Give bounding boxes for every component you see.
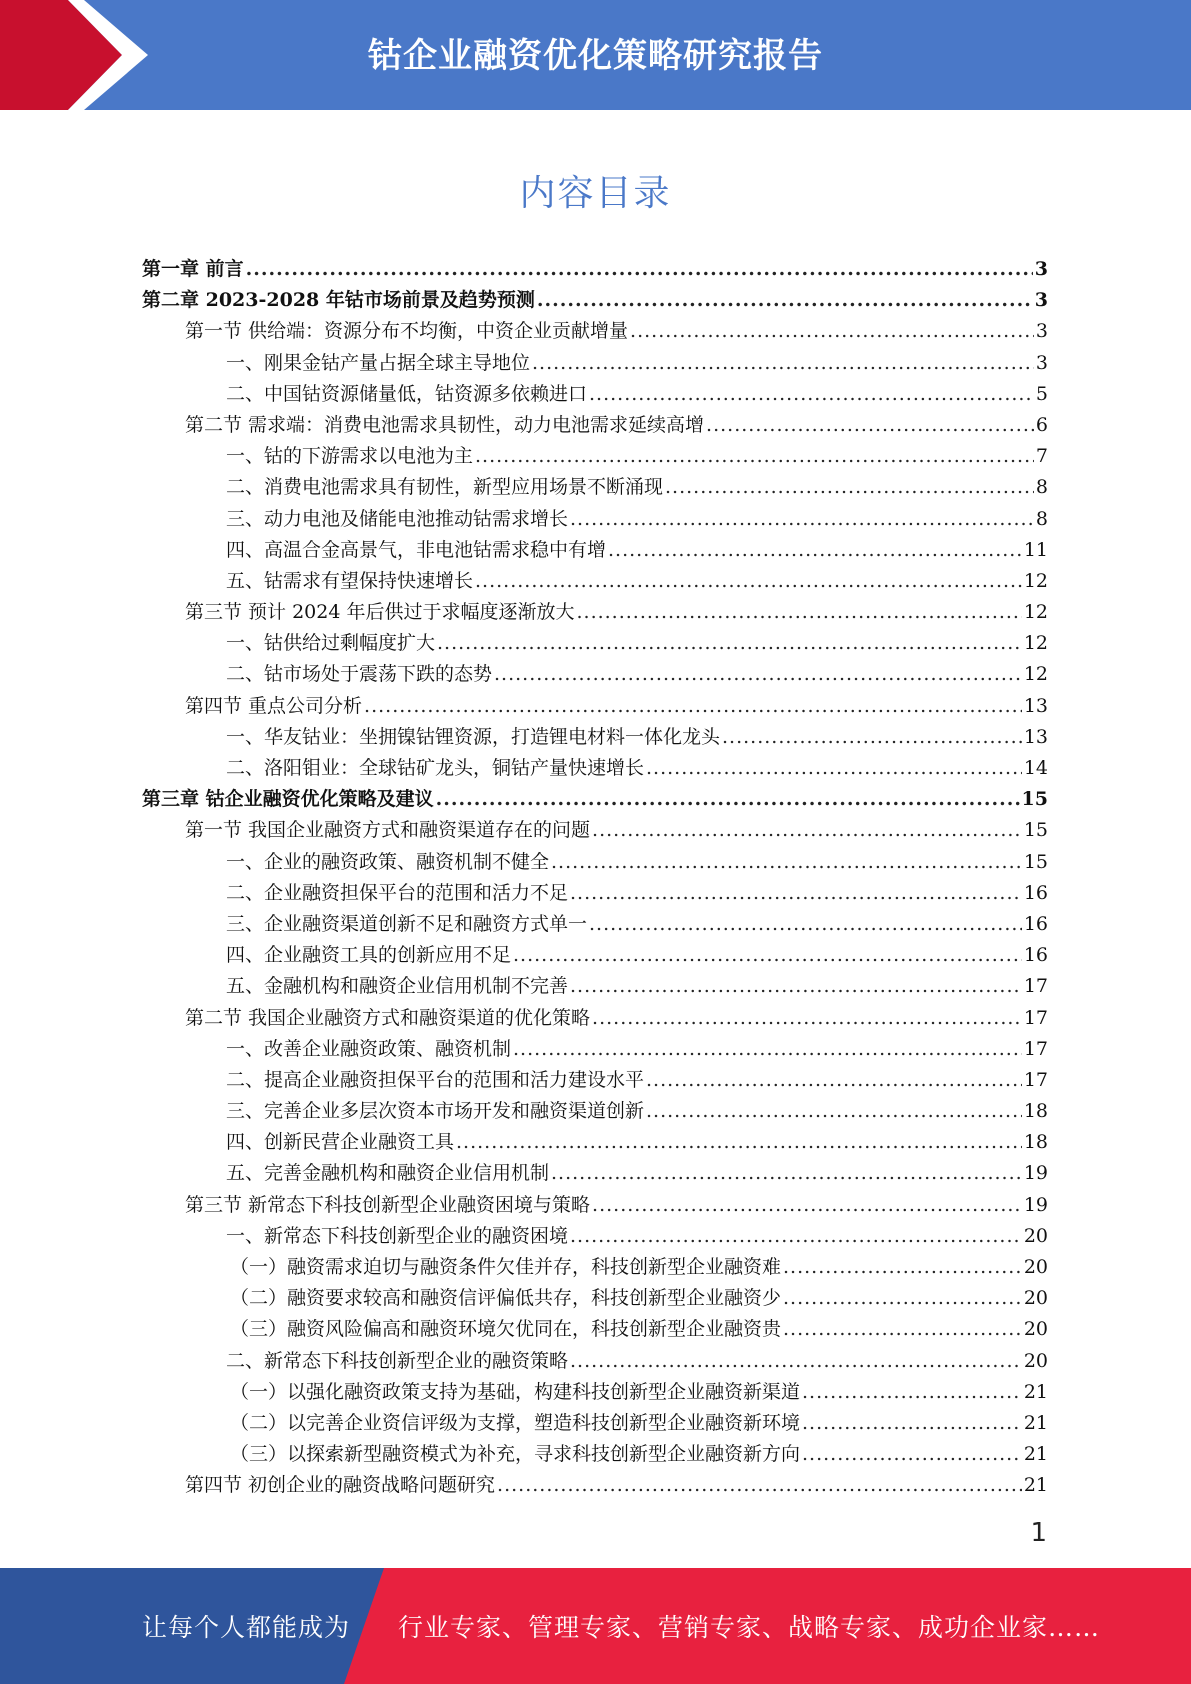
toc-entry[interactable] <box>142 753 1048 784</box>
table-of-contents <box>142 254 1048 1502</box>
toc-entry-label: 四、企业融资工具的创新应用不足 <box>226 944 512 967</box>
toc-dot-leader <box>646 1096 1022 1127</box>
toc-dot-leader <box>608 535 1022 566</box>
toc-entry[interactable] <box>142 348 1048 379</box>
toc-dot-leader <box>437 628 1022 659</box>
toc-entry-page: 3 <box>1034 258 1048 280</box>
toc-entry-label: 一、企业的融资政策、融资机制不健全 <box>226 850 550 873</box>
toc-entry-label: 一、华友钴业：坐拥镍钴锂资源，打造锂电材料一体化龙头 <box>226 725 721 748</box>
toc-entry[interactable] <box>142 1346 1048 1377</box>
toc-entry-label: 二、企业融资担保平台的范围和活力不足 <box>226 881 569 904</box>
toc-dot-leader <box>532 348 1034 379</box>
toc-dot-leader <box>589 909 1022 940</box>
toc-entry-page: 19 <box>1023 1162 1048 1185</box>
toc-entry-label: （一）以强化融资政策支持为基础，构建科技创新型企业融资新渠道 <box>230 1380 801 1403</box>
toc-entry[interactable] <box>142 316 1048 347</box>
toc-entry-page: 17 <box>1023 1037 1048 1060</box>
toc-entry-label: （三）以探索新型融资模式为补充，寻求科技创新型企业融资新方向 <box>230 1443 801 1466</box>
toc-dot-leader <box>570 878 1022 909</box>
toc-dot-leader <box>537 285 1033 316</box>
toc-entry-label: 五、完善金融机构和融资企业信用机制 <box>226 1162 550 1185</box>
toc-entry-page: 14 <box>1023 757 1048 779</box>
toc-entry-label: 二、中国钴资源储量低，钴资源多依赖进口 <box>226 382 588 405</box>
toc-dot-leader <box>592 1003 1022 1034</box>
toc-entry-label: 三、完善企业多层次资本市场开发和融资渠道创新 <box>226 1100 645 1123</box>
toc-dot-leader <box>570 504 1034 535</box>
toc-entry-page: 13 <box>1023 725 1048 748</box>
toc-entry[interactable] <box>142 940 1048 971</box>
toc-dot-leader <box>589 379 1034 410</box>
toc-entry-page: 15 <box>1021 788 1048 811</box>
page-number: 1 <box>1030 1518 1047 1548</box>
toc-entry[interactable] <box>142 441 1048 472</box>
toc-entry[interactable] <box>142 1314 1048 1345</box>
toc-entry-page: 13 <box>1023 694 1048 717</box>
toc-entry-page: 15 <box>1023 819 1048 842</box>
toc-entry-label: 第三章 钴企业融资优化策略及建议 <box>142 788 434 811</box>
toc-entry-page: 8 <box>1035 476 1048 499</box>
toc-dot-leader <box>665 472 1034 503</box>
toc-dot-leader <box>783 1314 1022 1345</box>
toc-entry-page: 20 <box>1023 1224 1048 1247</box>
toc-entry-page: 20 <box>1023 1256 1048 1278</box>
toc-entry-label: 二、钴市场处于震荡下跌的态势 <box>226 663 493 686</box>
toc-entry-page: 12 <box>1023 569 1048 592</box>
toc-entry-page: 12 <box>1023 663 1048 686</box>
toc-entry[interactable] <box>142 472 1048 503</box>
toc-entry-label: 第三节 预计 2024 年后供过于求幅度逐渐放大 <box>185 601 575 624</box>
toc-entry-page: 12 <box>1023 601 1048 624</box>
footer-slogan-left: 让每个人都能成为 <box>142 1613 351 1642</box>
toc-entry[interactable] <box>142 1158 1048 1189</box>
toc-entry[interactable] <box>142 878 1048 909</box>
toc-dot-leader <box>551 1158 1022 1189</box>
toc-entry[interactable] <box>142 1252 1048 1283</box>
toc-entry-page: 17 <box>1023 1006 1048 1029</box>
toc-entry-page: 20 <box>1023 1318 1048 1341</box>
toc-entry[interactable] <box>142 1003 1048 1034</box>
footer-slogan-right: 行业专家、管理专家、营销专家、战略专家、成功企业家…… <box>398 1613 1101 1642</box>
toc-dot-leader <box>802 1408 1022 1439</box>
toc-dot-leader <box>246 254 1033 285</box>
toc-entry-label: 五、金融机构和融资企业信用机制不完善 <box>226 975 569 998</box>
toc-entry[interactable] <box>142 1470 1048 1501</box>
toc-entry[interactable] <box>142 535 1048 566</box>
toc-dot-leader <box>494 659 1022 690</box>
toc-dot-leader <box>802 1439 1022 1470</box>
toc-dot-leader <box>570 971 1022 1002</box>
toc-entry-page: 21 <box>1023 1411 1048 1434</box>
toc-entry-page: 17 <box>1023 1068 1048 1091</box>
toc-entry[interactable] <box>142 504 1048 535</box>
toc-entry-label: （二）融资要求较高和融资信评偏低共存，科技创新型企业融资少 <box>230 1287 782 1310</box>
toc-entry-page: 21 <box>1023 1474 1048 1497</box>
toc-entry-label: 第四节 初创企业的融资战略问题研究 <box>185 1474 496 1497</box>
toc-entry-page: 16 <box>1023 944 1048 967</box>
toc-entry-label: （二）以完善企业资信评级为支撑，塑造科技创新型企业融资新环境 <box>230 1411 801 1434</box>
toc-dot-leader <box>570 1346 1022 1377</box>
toc-entry[interactable] <box>142 1283 1048 1314</box>
toc-entry-page: 3 <box>1035 351 1048 374</box>
toc-dot-leader <box>646 753 1022 784</box>
toc-dot-leader <box>475 441 1034 472</box>
toc-entry-label: 第二章 2023-2028 年钴市场前景及趋势预测 <box>142 289 535 312</box>
toc-entry[interactable] <box>142 722 1048 753</box>
toc-entry[interactable] <box>142 909 1048 940</box>
footer-band <box>0 1568 1191 1684</box>
toc-entry-label: 第一章 前言 <box>142 258 244 280</box>
toc-dot-leader <box>592 1190 1022 1221</box>
toc-entry-label: 第四节 重点公司分析 <box>185 694 363 717</box>
toc-entry-page: 8 <box>1035 507 1048 530</box>
toc-entry-page: 12 <box>1023 632 1048 655</box>
toc-entry-label: 二、提高企业融资担保平台的范围和活力建设水平 <box>226 1068 645 1091</box>
report-title: 钴企业融资优化策略研究报告 <box>368 36 823 76</box>
toc-entry[interactable] <box>142 1096 1048 1127</box>
toc-entry[interactable] <box>142 847 1048 878</box>
toc-entry-page: 20 <box>1023 1349 1048 1372</box>
toc-entry-label: （三）融资风险偏高和融资环境欠优同在，科技创新型企业融资贵 <box>230 1318 782 1341</box>
toc-entry-label: 四、创新民营企业融资工具 <box>226 1131 455 1154</box>
header-band <box>0 0 1191 110</box>
toc-dot-leader <box>646 1065 1022 1096</box>
toc-entry-label: 一、刚果金钴产量占据全球主导地位 <box>226 351 531 374</box>
toc-dot-leader <box>551 847 1022 878</box>
toc-dot-leader <box>802 1377 1022 1408</box>
toc-entry-page: 3 <box>1035 320 1048 343</box>
toc-entry-page: 3 <box>1034 289 1048 312</box>
toc-heading: 内容目录 <box>519 173 672 214</box>
toc-dot-leader <box>570 1221 1022 1252</box>
toc-entry-page: 16 <box>1023 912 1048 935</box>
toc-entry-page: 19 <box>1023 1193 1048 1216</box>
toc-entry[interactable] <box>142 1190 1048 1221</box>
toc-entry[interactable] <box>142 1065 1048 1096</box>
toc-dot-leader <box>436 784 1020 815</box>
toc-entry-page: 11 <box>1023 538 1048 561</box>
toc-entry[interactable] <box>142 971 1048 1002</box>
toc-entry-label: （一）融资需求迫切与融资条件欠佳并存，科技创新型企业融资难 <box>230 1256 782 1278</box>
toc-entry-page: 17 <box>1023 975 1048 998</box>
toc-entry[interactable] <box>142 1408 1048 1439</box>
toc-entry[interactable] <box>142 285 1048 316</box>
toc-dot-leader <box>592 815 1022 846</box>
toc-dot-leader <box>722 722 1022 753</box>
toc-entry[interactable] <box>142 566 1048 597</box>
toc-dot-leader <box>364 691 1022 722</box>
toc-entry-label: 二、新常态下科技创新型企业的融资策略 <box>226 1349 569 1372</box>
toc-dot-leader <box>513 1034 1022 1065</box>
toc-entry[interactable] <box>142 410 1048 441</box>
toc-entry-page: 7 <box>1035 445 1048 468</box>
toc-entry[interactable] <box>142 1221 1048 1252</box>
toc-entry[interactable] <box>142 1439 1048 1470</box>
toc-dot-leader <box>475 566 1022 597</box>
toc-entry-label: 第二节 需求端：消费电池需求具韧性，动力电池需求延续高增 <box>185 413 705 436</box>
toc-entry-label: 三、动力电池及储能电池推动钴需求增长 <box>226 507 569 530</box>
toc-entry-label: 二、洛阳钼业：全球钴矿龙头，铜钴产量快速增长 <box>226 757 645 779</box>
toc-entry-label: 第一节 供给端：资源分布不均衡，中资企业贡献增量 <box>185 320 629 343</box>
toc-entry[interactable] <box>142 815 1048 846</box>
toc-entry-label: 三、企业融资渠道创新不足和融资方式单一 <box>226 912 588 935</box>
toc-entry-page: 6 <box>1035 413 1048 436</box>
toc-entry[interactable] <box>142 254 1048 285</box>
toc-entry[interactable] <box>142 691 1048 722</box>
toc-entry-label: 五、钴需求有望保持快速增长 <box>226 569 474 592</box>
toc-entry-page: 21 <box>1023 1380 1048 1403</box>
toc-entry-label: 第一节 我国企业融资方式和融资渠道存在的问题 <box>185 819 591 842</box>
toc-dot-leader <box>456 1127 1022 1158</box>
toc-entry-label: 一、钴的下游需求以电池为主 <box>226 445 474 468</box>
toc-entry-label: 一、新常态下科技创新型企业的融资困境 <box>226 1224 569 1247</box>
toc-entry-label: 第三节 新常态下科技创新型企业融资困境与策略 <box>185 1193 591 1216</box>
toc-dot-leader <box>513 940 1022 971</box>
toc-dot-leader <box>783 1252 1022 1283</box>
toc-dot-leader <box>576 597 1021 628</box>
toc-entry-label: 二、消费电池需求具有韧性，新型应用场景不断涌现 <box>226 476 664 499</box>
toc-entry-page: 20 <box>1023 1287 1048 1310</box>
toc-entry-page: 16 <box>1023 881 1048 904</box>
toc-dot-leader <box>706 410 1034 441</box>
toc-entry-page: 5 <box>1035 382 1048 405</box>
toc-entry-label: 第二节 我国企业融资方式和融资渠道的优化策略 <box>185 1006 591 1029</box>
toc-dot-leader <box>783 1283 1022 1314</box>
toc-entry[interactable] <box>142 597 1048 628</box>
toc-entry-label: 一、钴供给过剩幅度扩大 <box>226 632 436 655</box>
toc-entry-page: 15 <box>1023 850 1048 873</box>
toc-entry-label: 一、改善企业融资政策、融资机制 <box>226 1037 512 1060</box>
toc-entry-label: 四、高温合金高景气，非电池钴需求稳中有增 <box>226 538 607 561</box>
toc-entry[interactable] <box>142 659 1048 690</box>
toc-entry-page: 18 <box>1023 1100 1048 1123</box>
toc-entry[interactable] <box>142 628 1048 659</box>
toc-entry[interactable] <box>142 1034 1048 1065</box>
toc-entry[interactable] <box>142 379 1048 410</box>
toc-dot-leader <box>497 1470 1022 1501</box>
toc-entry[interactable] <box>142 1127 1048 1158</box>
toc-entry[interactable] <box>142 1377 1048 1408</box>
toc-dot-leader <box>630 316 1034 347</box>
toc-entry-page: 18 <box>1023 1131 1048 1154</box>
toc-entry-page: 21 <box>1023 1443 1048 1466</box>
toc-entry[interactable] <box>142 784 1048 815</box>
